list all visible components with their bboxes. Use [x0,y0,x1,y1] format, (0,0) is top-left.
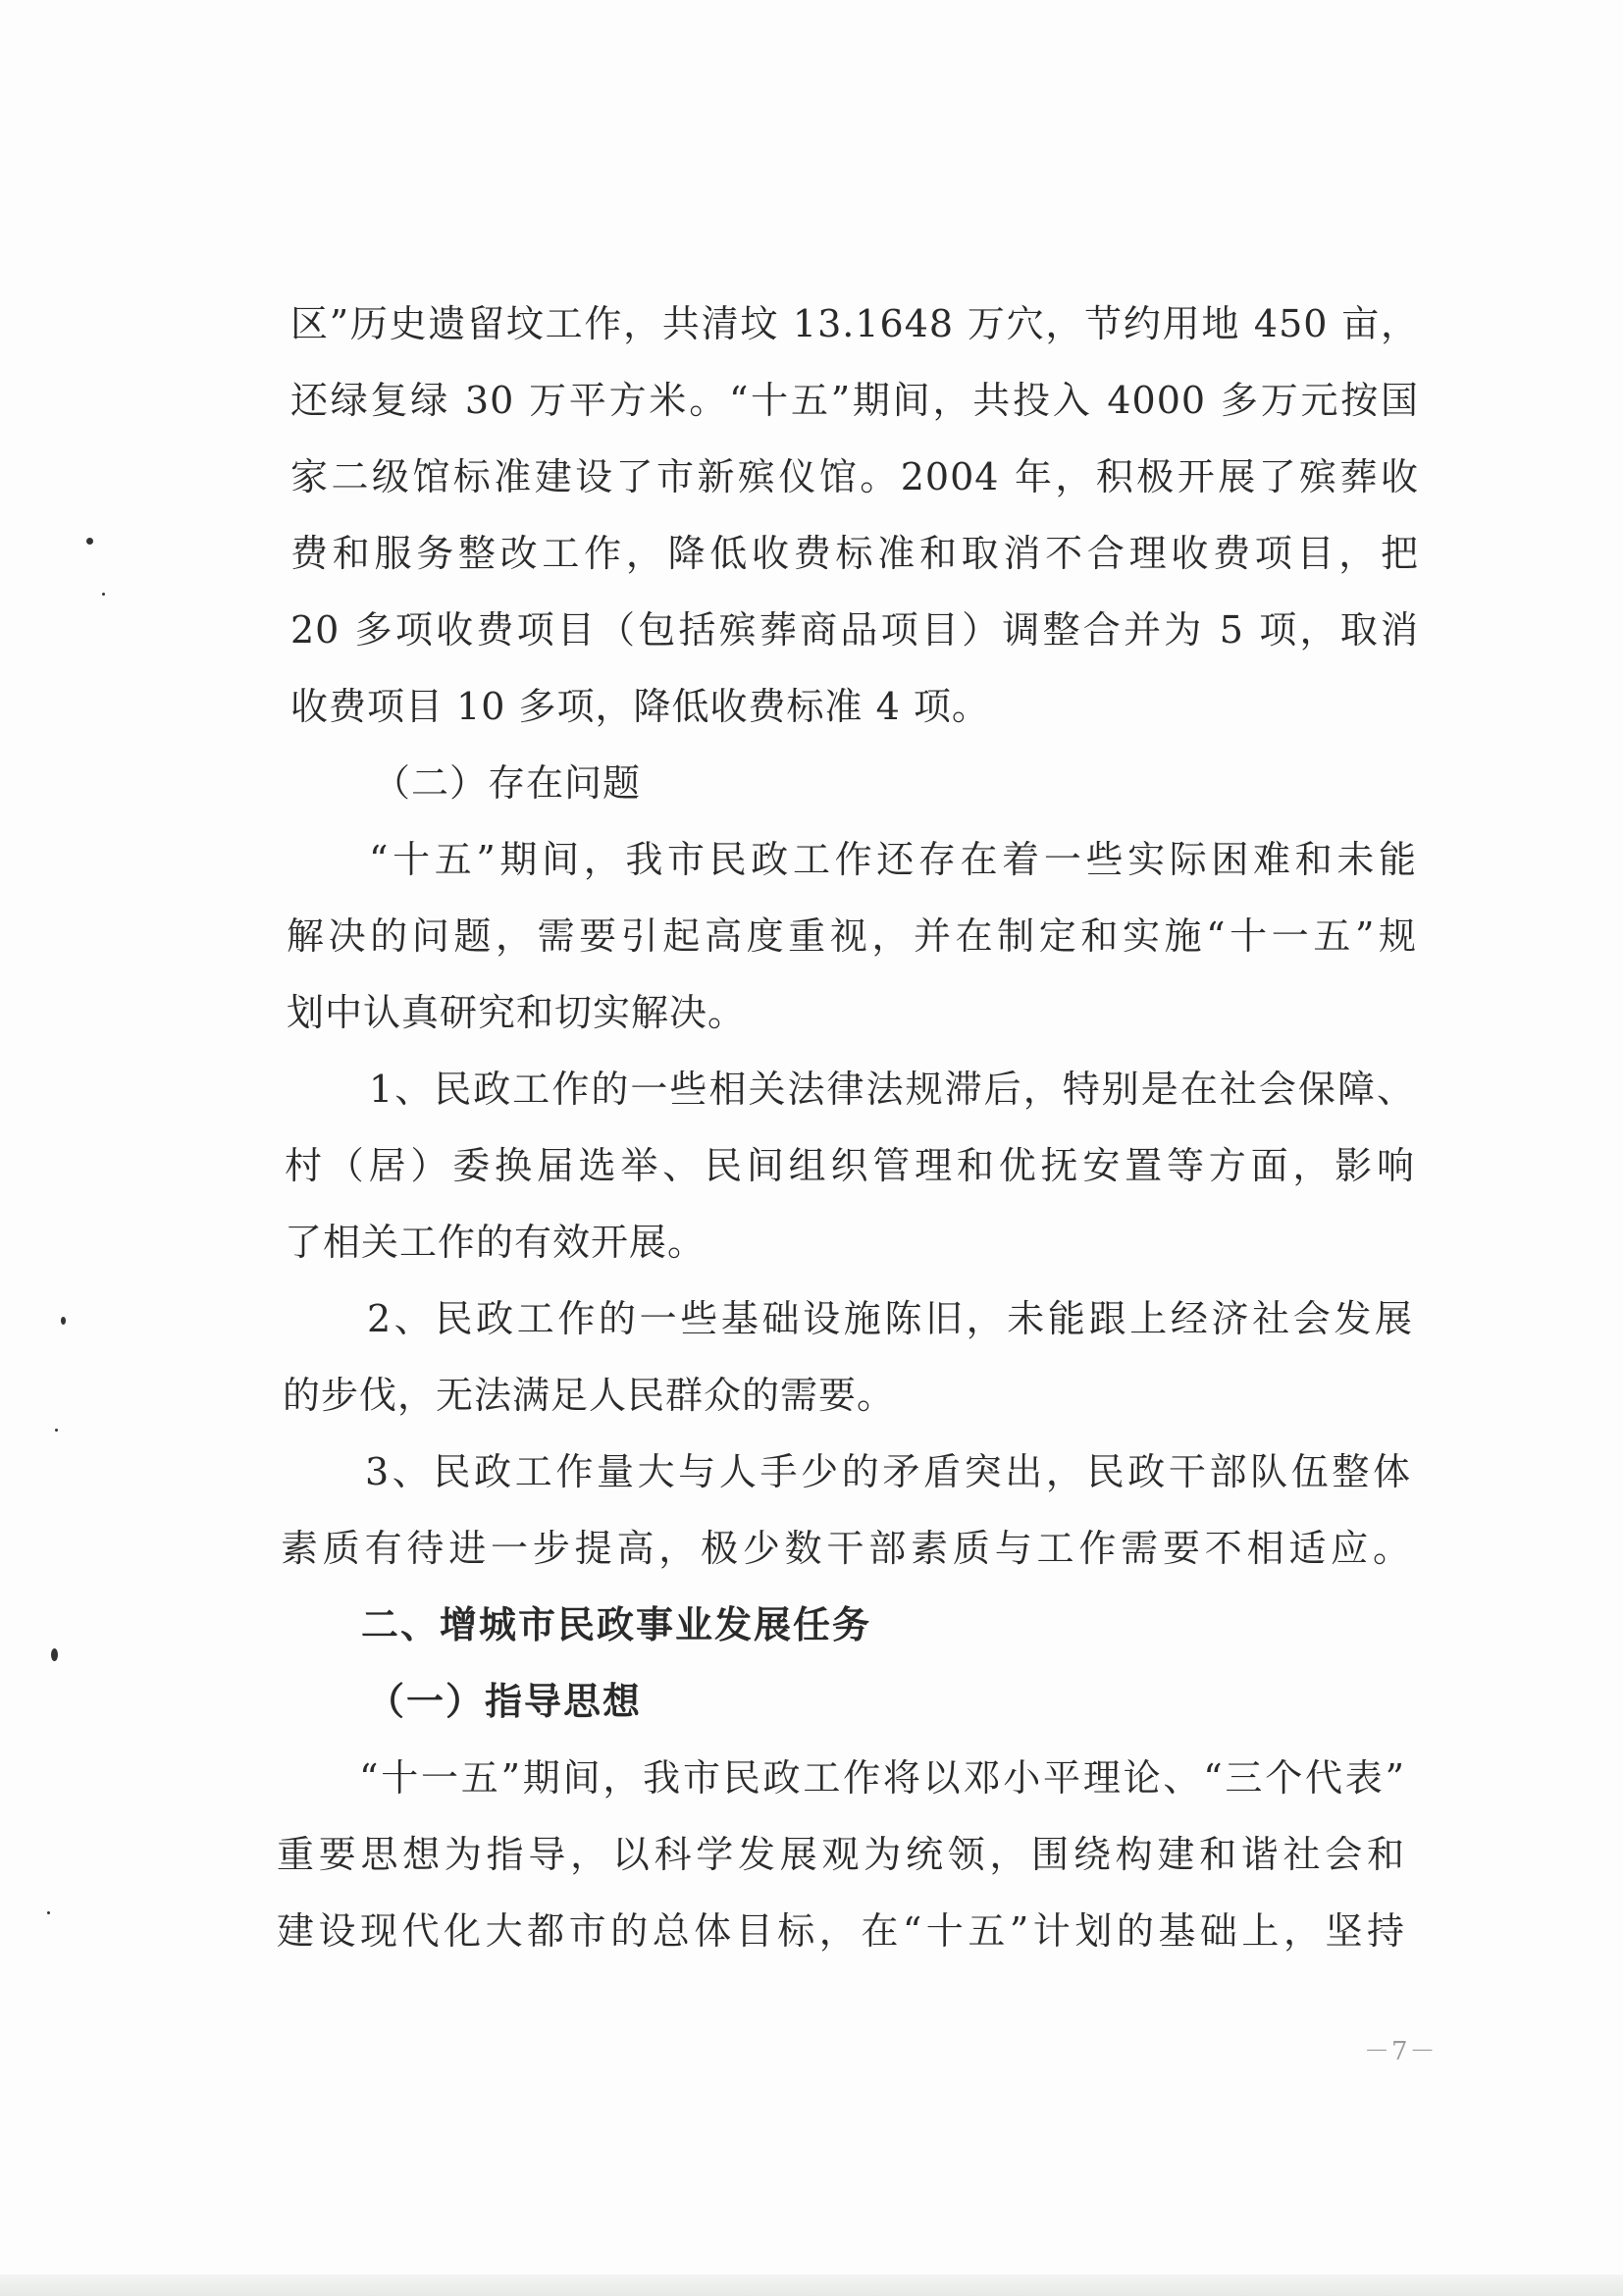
paragraph-line: 划中认真研究和切实解决。 [287,991,747,1034]
paragraph-line: “十一五”期间，我市民政工作将以邓小平理论、“三个代表” [359,1756,1405,1800]
page-number: －7－ [1364,2037,1438,2066]
paragraph-line: 还绿复绿 30 万平方米。“十五”期间，共投入 4000 多万元按国 [290,379,1419,422]
paragraph-line: 区”历史遗留坟工作，共清坟 13.1648 万穴，节约用地 450 亩， [290,302,1419,345]
scan-speck [61,1317,66,1325]
paragraph-line: 解决的问题，需要引起高度重视，并在制定和实施“十一五”规 [287,914,1417,958]
list-item-line: 的步伐，无法满足人民群众的需要。 [283,1374,896,1417]
scan-speck [86,538,93,545]
list-item-line: 素质有待进一步提高，极少数干部素质与工作需要不相适应。 [281,1527,1411,1570]
scan-speck [55,1429,58,1432]
paragraph-line: 家二级馆标准建设了市新殡仪馆。2004 年，积极开展了殡葬收 [290,455,1419,498]
scan-speck [51,1648,58,1661]
section-heading: 二、增城市民政事业发展任务 [361,1603,872,1646]
list-item-line: 了相关工作的有效开展。 [285,1221,707,1264]
list-item-line: 3、民政工作量大与人手少的矛盾突出，民政干部队伍整体 [365,1450,1411,1493]
paragraph-line: 收费项目 10 多项，降低收费标准 4 项。 [290,685,990,728]
list-item-line: 村（居）委换届选举、民间组织管理和优抚安置等方面，影响 [285,1144,1415,1187]
list-item-line: 1、民政工作的一些相关法律法规滞后，特别是在社会保障、 [369,1068,1415,1111]
scan-speck [47,1911,50,1914]
scan-bottom-edge [0,2274,1623,2296]
paragraph-line: 费和服务整改工作，降低收费标准和取消不合理收费项目，把 [290,532,1419,575]
list-item-line: 2、民政工作的一些基础设施陈旧，未能跟上经济社会发展 [367,1297,1413,1340]
paragraph-line: 重要思想为指导，以科学发展观为统领，围绕构建和谐社会和 [277,1833,1405,1876]
subheading-problems: （二）存在问题 [373,761,642,805]
paragraph-line: 20 多项收费项目（包括殡葬商品项目）调整合并为 5 项，取消 [290,608,1419,652]
paragraph-line: 建设现代化大都市的总体目标，在“十五”计划的基础上，坚持 [277,1909,1405,1953]
paragraph-line: “十五”期间，我市民政工作还存在着一些实际困难和未能 [369,838,1417,881]
subheading-guiding: （一）指导思想 [367,1680,643,1723]
scan-speck [102,593,105,596]
